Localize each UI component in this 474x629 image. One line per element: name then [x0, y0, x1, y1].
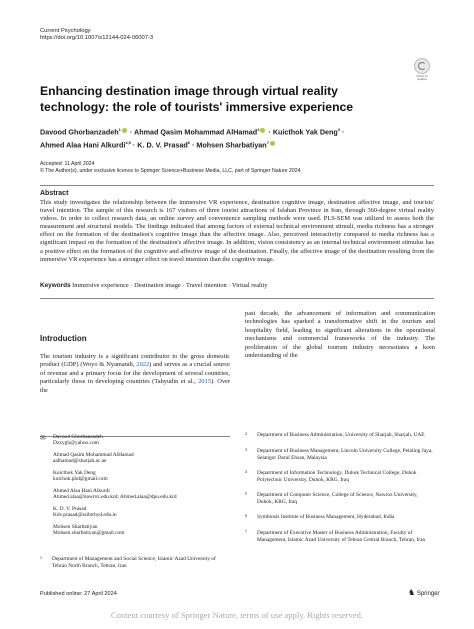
contact-entry	[53, 434, 235, 447]
affiliation-number: 2	[245, 431, 247, 436]
check-for-updates-badge[interactable]	[411, 58, 433, 81]
affiliation-text: Department of Business Administration, University of Sharjah, Sharjah, UAE	[257, 432, 425, 438]
affiliation-number: 7	[245, 529, 247, 534]
doi-link[interactable]: https://doi.org/10.1007/s12144-024-06007-3	[40, 35, 154, 42]
keywords-line	[40, 282, 434, 290]
intro-heading: Introduction	[40, 334, 87, 343]
publication-history	[40, 161, 440, 175]
author-affiliation-mark: 2	[257, 127, 260, 132]
author-name[interactable]: Kuicthok Yak Deng	[272, 127, 338, 137]
affiliation-number: 3	[245, 447, 247, 452]
email-icon: ✉	[40, 434, 46, 442]
affiliation-number: 4	[245, 469, 247, 474]
abstract-body: This study investigates the relationship between the immersive VR experience, destination cognitive image, destination affective image, and tourists' travel intention. The sample of this research is 167 visitors of three tourist attractions of Isfahan Province in Iran, through 360-degree virtual reality videos. In order to collect research data, an online survey and convenience sampling methods were used. PLS-SEM was utilized to assess both the measurement and structural models. The findings indicated that among factors of external technical environment stimuli, media richness has a stronger effect on the formation of the destination's cognitive image than the affective image. Also, perceived interactivity compared to media richness has a significant impact on the formation of the destination's affective image. In addition, vision consistency as an internal technical environment stimulus has a positive effect on the formation of the cognitive and affective image of the destination. Finally, the affective image of the destination resulting from the immersive VR experience has a stronger effect on travel intention than the cognitive image.	[40, 199, 434, 263]
affiliation-text: Department of Business Management, Lincoln University College, Petaling Jaya, Selangor Darul Ehsan, Malaysia	[257, 448, 433, 461]
copyright-line: © The Author(s), under exclusive licence to Springer Science+Business Media, LLC, part of Springer Nature 2024	[40, 168, 301, 175]
orcid-icon[interactable]	[122, 128, 127, 133]
author-affiliation-mark: 4,5	[125, 139, 131, 145]
author-name[interactable]: Ahmad Qasim Mohammad AlHamad	[134, 127, 258, 137]
intro-right-column: past decade, the advancement of information and communication technologies has sparked a transformative shift in the tourism and hospitality field, leading to significant alterations in the operational mechanisms and commercial frameworks of the industry. The proliferation of the global tourism industry necessitates a keen understanding of the	[245, 310, 435, 360]
check-updates-icon	[414, 58, 430, 74]
affiliation-number: 6	[245, 513, 247, 518]
author-name[interactable]: Davood Ghorbanzadeh	[40, 127, 119, 137]
contact-name: Kuicthok Yak Deng	[53, 470, 96, 476]
citation-link[interactable]: 2022	[136, 361, 150, 369]
author-affiliation-mark: 3	[337, 127, 341, 132]
contact-entry	[53, 524, 235, 537]
intro-text: The tourism industry is a significant contributor to the gross domestic product (GDP) (Woyo & Nyamandi,	[40, 353, 230, 369]
journal-name: Current Psychology	[40, 28, 91, 34]
contact-name: Mohsen Sharbatiyan	[53, 524, 98, 530]
contact-name: Davood Ghorbanzadeh	[53, 434, 103, 440]
contact-entry	[53, 452, 235, 465]
affiliation-text: Department of Information Technology, Duhok Technical College, Duhok Polytechnic University, Duhok, KRG, Iraq	[257, 470, 417, 483]
intro-text: ). Over the	[40, 378, 231, 394]
published-date: Published online: 27 April 2024	[40, 591, 117, 597]
intro-text: ) and serves as a crucial source of revenue and a primary focus for the development of several countries, particularly those in developing countries (Tahyudin et al.,	[40, 361, 230, 386]
author-affiliation-mark: 1	[118, 127, 121, 132]
keywords-text: Immersive experience · Destination image · Travel intention · Virtual reality	[72, 282, 268, 289]
divider	[40, 185, 434, 186]
keywords-label: Keywords	[40, 282, 71, 289]
divider	[40, 298, 434, 299]
affiliation-number: 5	[245, 491, 247, 496]
contact-email[interactable]: Dzxygh@yahoo.com	[53, 440, 99, 447]
affiliation-text: Department of Computer Science, College of Science, Nawroz University, Duhok, KRG, Iraq	[257, 492, 418, 505]
contact-email[interactable]: Ahmed.alaa@nawroz.edu.krd; Ahmed.alaa@dpu.edu.krd	[53, 494, 177, 501]
contact-entry	[53, 488, 235, 501]
accepted-date: Accepted: 11 April 2024	[40, 161, 95, 167]
author-name[interactable]: Mohsen Sharbatiyan	[196, 140, 267, 150]
orcid-icon[interactable]	[270, 141, 275, 146]
check-updates-label: Check for updates	[416, 74, 428, 82]
author-affiliation-mark: 7	[266, 139, 269, 145]
contact-email[interactable]: Mohsen.sharbatiyan@gmail.com	[53, 530, 125, 537]
author-name[interactable]: Ahmed Alaa Hani Alkurdi	[40, 140, 126, 150]
journal-header	[40, 28, 153, 43]
contact-name: K. D. V. Prasad	[53, 506, 87, 512]
contact-name: Ahmed Alaa Hani Alkurdi	[53, 488, 110, 494]
springer-logo	[408, 588, 440, 597]
citation-link[interactable]: 2015	[198, 378, 212, 386]
author-name[interactable]: K. D. V. Prasad	[137, 140, 188, 150]
paper-title: Enhancing destination image through virtual reality technology: the role of tourists' immersive experience	[40, 84, 354, 114]
contact-email[interactable]: aalhamad@sharjah.ac.ae	[53, 458, 107, 465]
orcid-icon[interactable]	[260, 128, 265, 133]
author-affiliation-mark: 6	[187, 139, 191, 145]
affiliation-number: 1	[40, 555, 42, 560]
affiliation-text: Symbiosis Institute of Business Management, Hyderabad, India	[257, 514, 395, 520]
author-list: Davood Ghorbanzadeh$^1$ · Ahmad Qasim Mohammad AlHamad$^2$ · Kuicthok Yak Deng$^3$ · Ahmed Alaa Hani Alkurdi$^{4,5}$ · K. D. V. Prasad$^6$ · Mohsen Sharbatiyan$^7$	[40, 127, 345, 150]
intro-left-column	[40, 353, 230, 395]
contact-email[interactable]: kuichok.phd@gmail.com	[53, 476, 108, 483]
contact-entry	[53, 506, 235, 519]
contact-name: Ahmad Qasim Mohammad AlHamad	[53, 452, 134, 458]
publisher-name: Springer	[416, 591, 440, 597]
springer-horse-icon: ♞	[408, 588, 416, 597]
contact-entry	[53, 470, 235, 483]
contact-email[interactable]: Kdv.prasad@ssibtrhyd.edu.in	[53, 512, 117, 519]
affiliation-text: Department of Management and Social Science, Islamic Azad University of Tehran North Branch, Tehran, Iran	[52, 556, 216, 569]
watermark: Content courtesy of Springer Nature, terms of use apply. Rights reserved.	[110, 610, 364, 620]
abstract-heading: Abstract	[40, 190, 69, 197]
affiliation-text: Department of Executive Master of Business Administration, Faculty of Management, Islamic Azad University of Tehran Central Branch, Tehran, Iran	[257, 530, 426, 543]
